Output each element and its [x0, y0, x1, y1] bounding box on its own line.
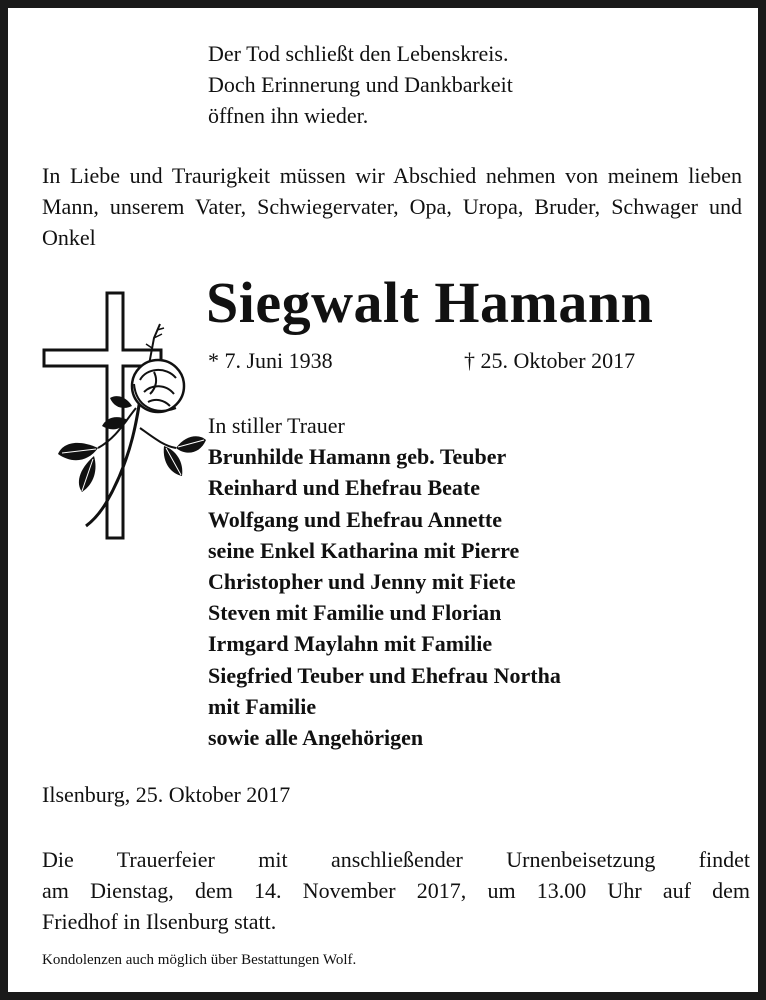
cross-with-rose-icon	[36, 288, 206, 548]
birth-date: * 7. Juni 1938	[208, 348, 333, 373]
mourners-list	[208, 410, 561, 753]
mourner-name: Steven mit Familie und Florian	[208, 600, 502, 626]
life-dates	[208, 346, 678, 376]
mourner-name: Brunhilde Hamann geb. Teuber	[208, 444, 507, 470]
poem	[208, 38, 513, 131]
mourner-name: Siegfried Teuber und Ehefrau Northa	[208, 662, 561, 688]
mourners-lead: In stiller Trauer	[208, 413, 345, 438]
mourner-name: Irmgard Maylahn mit Familie	[208, 631, 493, 657]
intro-text: In Liebe und Traurigkeit müssen wir Abschied nehmen von meinem lieben Mann, unserem Vater, Schwiegervater, Opa, Uropa, Bruder, Schwager und Onkel	[42, 163, 742, 250]
mourner-name: Christopher und Jenny mit Fiete	[208, 569, 516, 595]
service-line: Friedhof in Ilsenburg statt.	[42, 909, 277, 934]
mourner-name: mit Familie	[208, 693, 317, 719]
place-and-date: Ilsenburg, 25. Oktober 2017	[42, 782, 291, 807]
poem-line: öffnen ihn wieder.	[208, 103, 369, 128]
mourner-name: Reinhard und Ehefrau Beate	[208, 475, 480, 501]
mourner-name: Wolfgang und Ehefrau Annette	[208, 506, 502, 532]
service-line: Die Trauerfeier mit anschließender Urnenbeisetzung findet	[42, 847, 750, 872]
death-date: † 25. Oktober 2017	[464, 348, 636, 373]
poem-line: Der Tod schließt den Lebenskreis.	[208, 41, 509, 66]
mourner-name: sowie alle Angehörigen	[208, 725, 424, 751]
deceased-name: Siegwalt Hamann	[206, 270, 654, 335]
service-line: am Dienstag, dem 14. November 2017, um 13.00 Uhr auf dem	[42, 878, 750, 903]
funeral-service-info	[42, 844, 750, 937]
condolence-note: Kondolenzen auch möglich über Bestattungen Wolf.	[42, 952, 357, 968]
poem-line: Doch Erinnerung und Dankbarkeit	[208, 72, 513, 97]
mourner-name: seine Enkel Katharina mit Pierre	[208, 537, 520, 563]
